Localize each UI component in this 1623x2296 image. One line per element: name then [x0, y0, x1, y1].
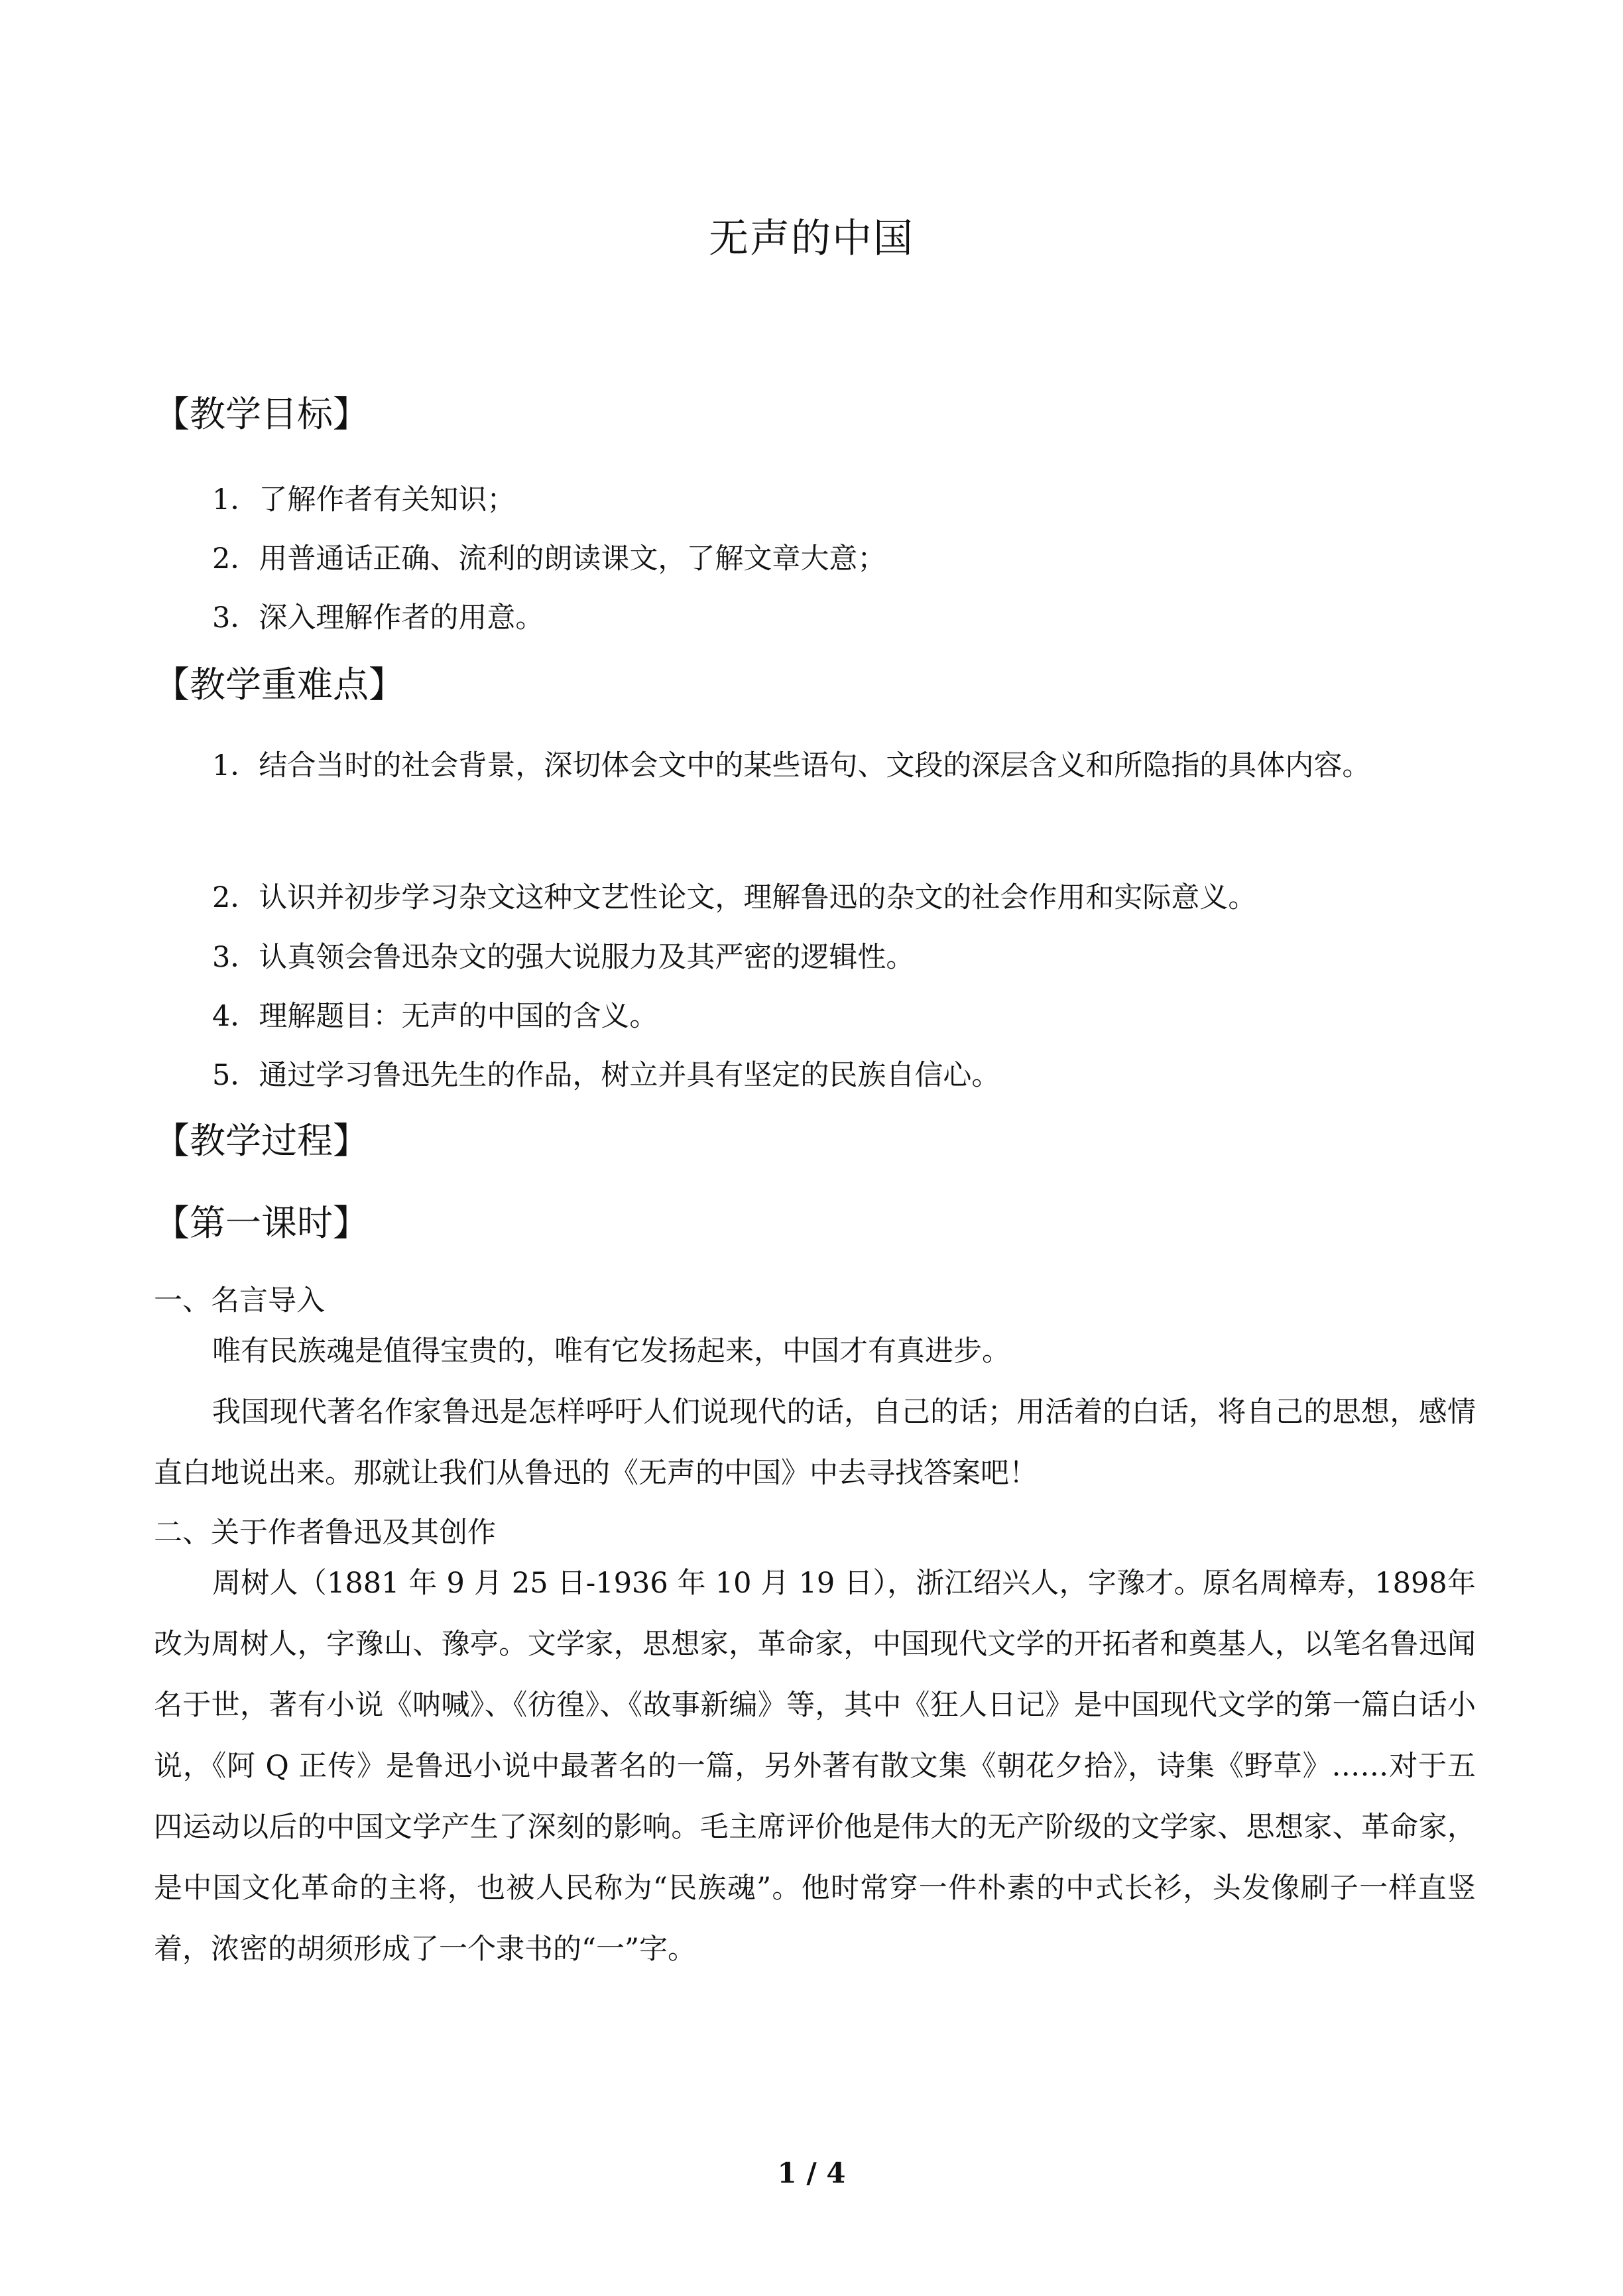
part2-paragraph: 周树人（1881 年 9 月 25 日-1936 年 10 月 19 日），浙江绍兴人，字豫才。原名周樟寿，1898年改为周树人，字豫山、豫亭。文学家，思想家，革命家，中国现代文学的开拓者和奠基人，以笔名鲁迅闻名于世，著有小说《呐喊》、《彷徨》、《故事新编》等，其中《狂人日记》是中国现代文学的第一篇白话小说，《阿 Q 正传》是鲁迅小说中最著名的一篇，另外著有散文集《朝花夕拾》，诗集《野草》……对于五四运动以后的中国文学产生了深刻的影响。毛主席评价他是伟大的无产阶级的文学家、思想家、革命家，是中国文化革命的主将，也被人民称为“民族魂”。他时常穿一件朴素的中式长衫，头发像刷子一样直竖着，浓密的胡须形成了一个隶书的“一”字。 [154, 1567, 1476, 1966]
objective-item-1: 1．了解作者有关知识； [212, 483, 516, 516]
key-point-item-2: 2．认识并初步学习杂文这种文艺性论文，理解鲁迅的杂文的社会作用和实际意义。 [212, 881, 1257, 914]
part1-title: 一、名言导入 [154, 1284, 325, 1317]
objective-item-2: 2．用普通话正确、流利的朗读课文，了解文章大意； [212, 542, 886, 575]
part1-paragraph-2: 我国现代著名作家鲁迅是怎样呼吁人们说现代的话，自己的话；用活着的白话，将自己的思想，感情直白地说出来。那就让我们从鲁迅的《无声的中国》中去寻找答案吧！ [154, 1396, 1476, 1490]
part2-title: 二、关于作者鲁迅及其创作 [154, 1516, 496, 1549]
part1-paragraph-1: 唯有民族魂是值得宝贵的，唯有它发扬起来，中国才有真进步。 [212, 1335, 1010, 1368]
lesson1-heading: 【第一课时】 [154, 1202, 369, 1244]
key-point-item-5: 5．通过学习鲁迅先生的作品，树立并具有坚定的民族自信心。 [212, 1059, 1000, 1092]
key-points-heading: 【教学重难点】 [154, 664, 404, 705]
objectives-heading: 【教学目标】 [154, 393, 369, 435]
document-title: 无声的中国 [709, 215, 914, 262]
key-point-item-4: 4．理解题目：无声的中国的含义。 [212, 1000, 658, 1033]
page-number: 1 / 4 [777, 2157, 846, 2189]
key-point-item-3: 3．认真领会鲁迅杂文的强大说服力及其严密的逻辑性。 [212, 941, 915, 974]
objective-item-3: 3．深入理解作者的用意。 [212, 601, 544, 634]
process-heading: 【教学过程】 [154, 1120, 369, 1162]
key-point-item-1: 1．结合当时的社会背景，深切体会文中的某些语句、文段的深层含义和所隐指的具体内容。 [212, 749, 1371, 782]
